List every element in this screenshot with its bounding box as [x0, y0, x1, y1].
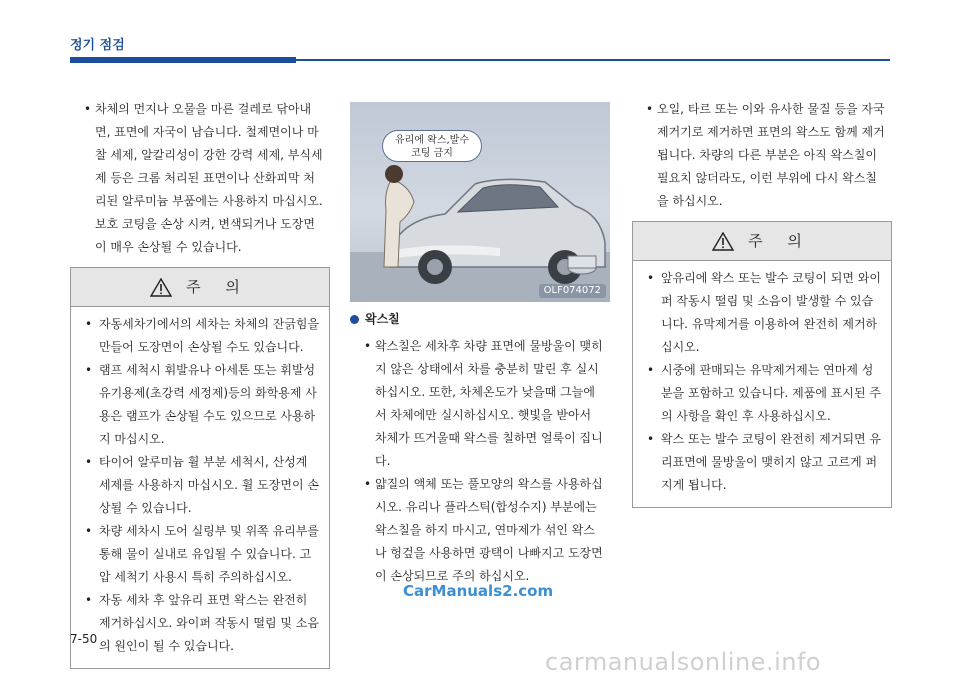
header-rule-light [296, 59, 890, 61]
section-title: 정기 점검 [70, 38, 125, 53]
callout-line-2: 코팅 금지 [411, 148, 453, 159]
warning-triangle-icon [712, 232, 734, 251]
list-item: • 차체의 먼지나 오물을 마른 걸레로 닦아내면, 표면에 자국이 남습니다. 철제면이나 마찰 세제, 알칼리성이 강한 강력 세제, 부식세제 등은 크롬 처리된 표면이나 산화피막 처리된 알루미늄 부품에는 사용하지 마십시오. 보호 코팅을 손상 시켜, 변색되거나 도장면이 매우 손상될 수 있습니다. [70, 98, 330, 259]
list-item: • 오일, 타르 또는 이와 유사한 물질 등을 자국 제거기로 제거하면 표면의 왁스도 함께 제거됩니다. 차량의 다른 부분은 아직 왁스칠이 필요치 않더라도, 이런 부위에 다시 왁스칠을 하십시오. [632, 98, 892, 213]
callout-bubble [382, 130, 482, 162]
right-intro-list [632, 98, 892, 213]
watermark-link[interactable]: CarManuals2.com [403, 582, 554, 600]
caution-header [633, 222, 891, 261]
left-intro-list [70, 98, 330, 259]
list-item: • 얇질의 액체 또는 풀모양의 왁스를 사용하십시오. 유리나 플라스틱(합성수지) 부분에는 왁스칠을 하지 마시고, 연마제가 섞인 왁스나 헝겊을 사용하면 광택이 나빠지고 도장면이 손상되므로 주의 하십시오. [350, 473, 610, 588]
header-rule-dark [70, 57, 296, 63]
subsection-heading-text: 왁스칠 [365, 312, 400, 326]
list-item: • 앞유리에 왁스 또는 발수 코팅이 되면 와이퍼 작동시 떨림 및 소음이 발생할 수 있습니다. 유막제거를 이용하여 완전히 제거하십시오. [637, 267, 887, 359]
caution-box-right [632, 221, 892, 508]
subsection-heading [350, 308, 610, 331]
middle-column [350, 102, 610, 588]
middle-list [350, 335, 610, 588]
list-item: • 자동 세차 후 앞유리 표면 왁스는 완전히 제거하십시오. 와이퍼 작동시 떨림 및 소음의 원인이 될 수 있습니다. [75, 589, 325, 658]
caution-header [71, 268, 329, 307]
left-column [70, 98, 330, 669]
bullet-dot-icon [350, 315, 359, 324]
caution-list [637, 267, 887, 497]
caution-box-left [70, 267, 330, 669]
list-item: • 시중에 판매되는 유막제거제는 연마제 성분을 포함하고 있습니다. 제품에 표시된 주의 사항을 확인 후 사용하십시오. [637, 359, 887, 428]
footer-watermark: carmanualsonline.info [545, 648, 822, 676]
right-column [632, 98, 892, 508]
list-item: • 차량 세차시 도어 실링부 및 위쪽 유리부를 통해 물이 실내로 유입될 수 있습니다. 고압 세척기 사용시 특히 주의하십시오. [75, 520, 325, 589]
list-item: • 왁스 또는 발수 코팅이 완전히 제거되면 유리표면에 물방울이 맺히지 않고 고르게 퍼지게 됩니다. [637, 428, 887, 497]
list-item: • 타이어 알루미늄 휠 부분 세척시, 산성계 세제를 사용하지 마십시오. 휠 도장면이 손상될 수 있습니다. [75, 451, 325, 520]
callout-line-1: 유리에 왁스,발수 [395, 135, 469, 146]
caution-list [75, 313, 325, 658]
page-number: 7-50 [70, 632, 98, 646]
list-item: • 왁스칠은 세차후 차량 표면에 물방울이 맺히지 않은 상태에서 차를 충분히 말린 후 실시하십시오. 또한, 차체온도가 낮을때 그늘에서 차체에만 실시하십시오. 햇빛을 받아서 차체가 뜨거울때 왁스를 칠하면 얼룩이 집니다. [350, 335, 610, 473]
caution-title: 주 의 [186, 277, 250, 296]
list-item: • 램프 세척시 휘발유나 아세톤 또는 휘발성 유기용제(초강력 세정제)등의 화학용제 사용은 램프가 손상될 수도 있으므로 사용하지 마십시오. [75, 359, 325, 451]
warning-triangle-icon [150, 278, 172, 297]
car-waxing-illustration [350, 102, 610, 302]
caution-title: 주 의 [748, 231, 812, 250]
figure-code: OLF074072 [539, 284, 606, 298]
list-item: • 자동세차기에서의 세차는 차체의 잔긁힘을 만들어 도장면이 손상될 수도 있습니다. [75, 313, 325, 359]
